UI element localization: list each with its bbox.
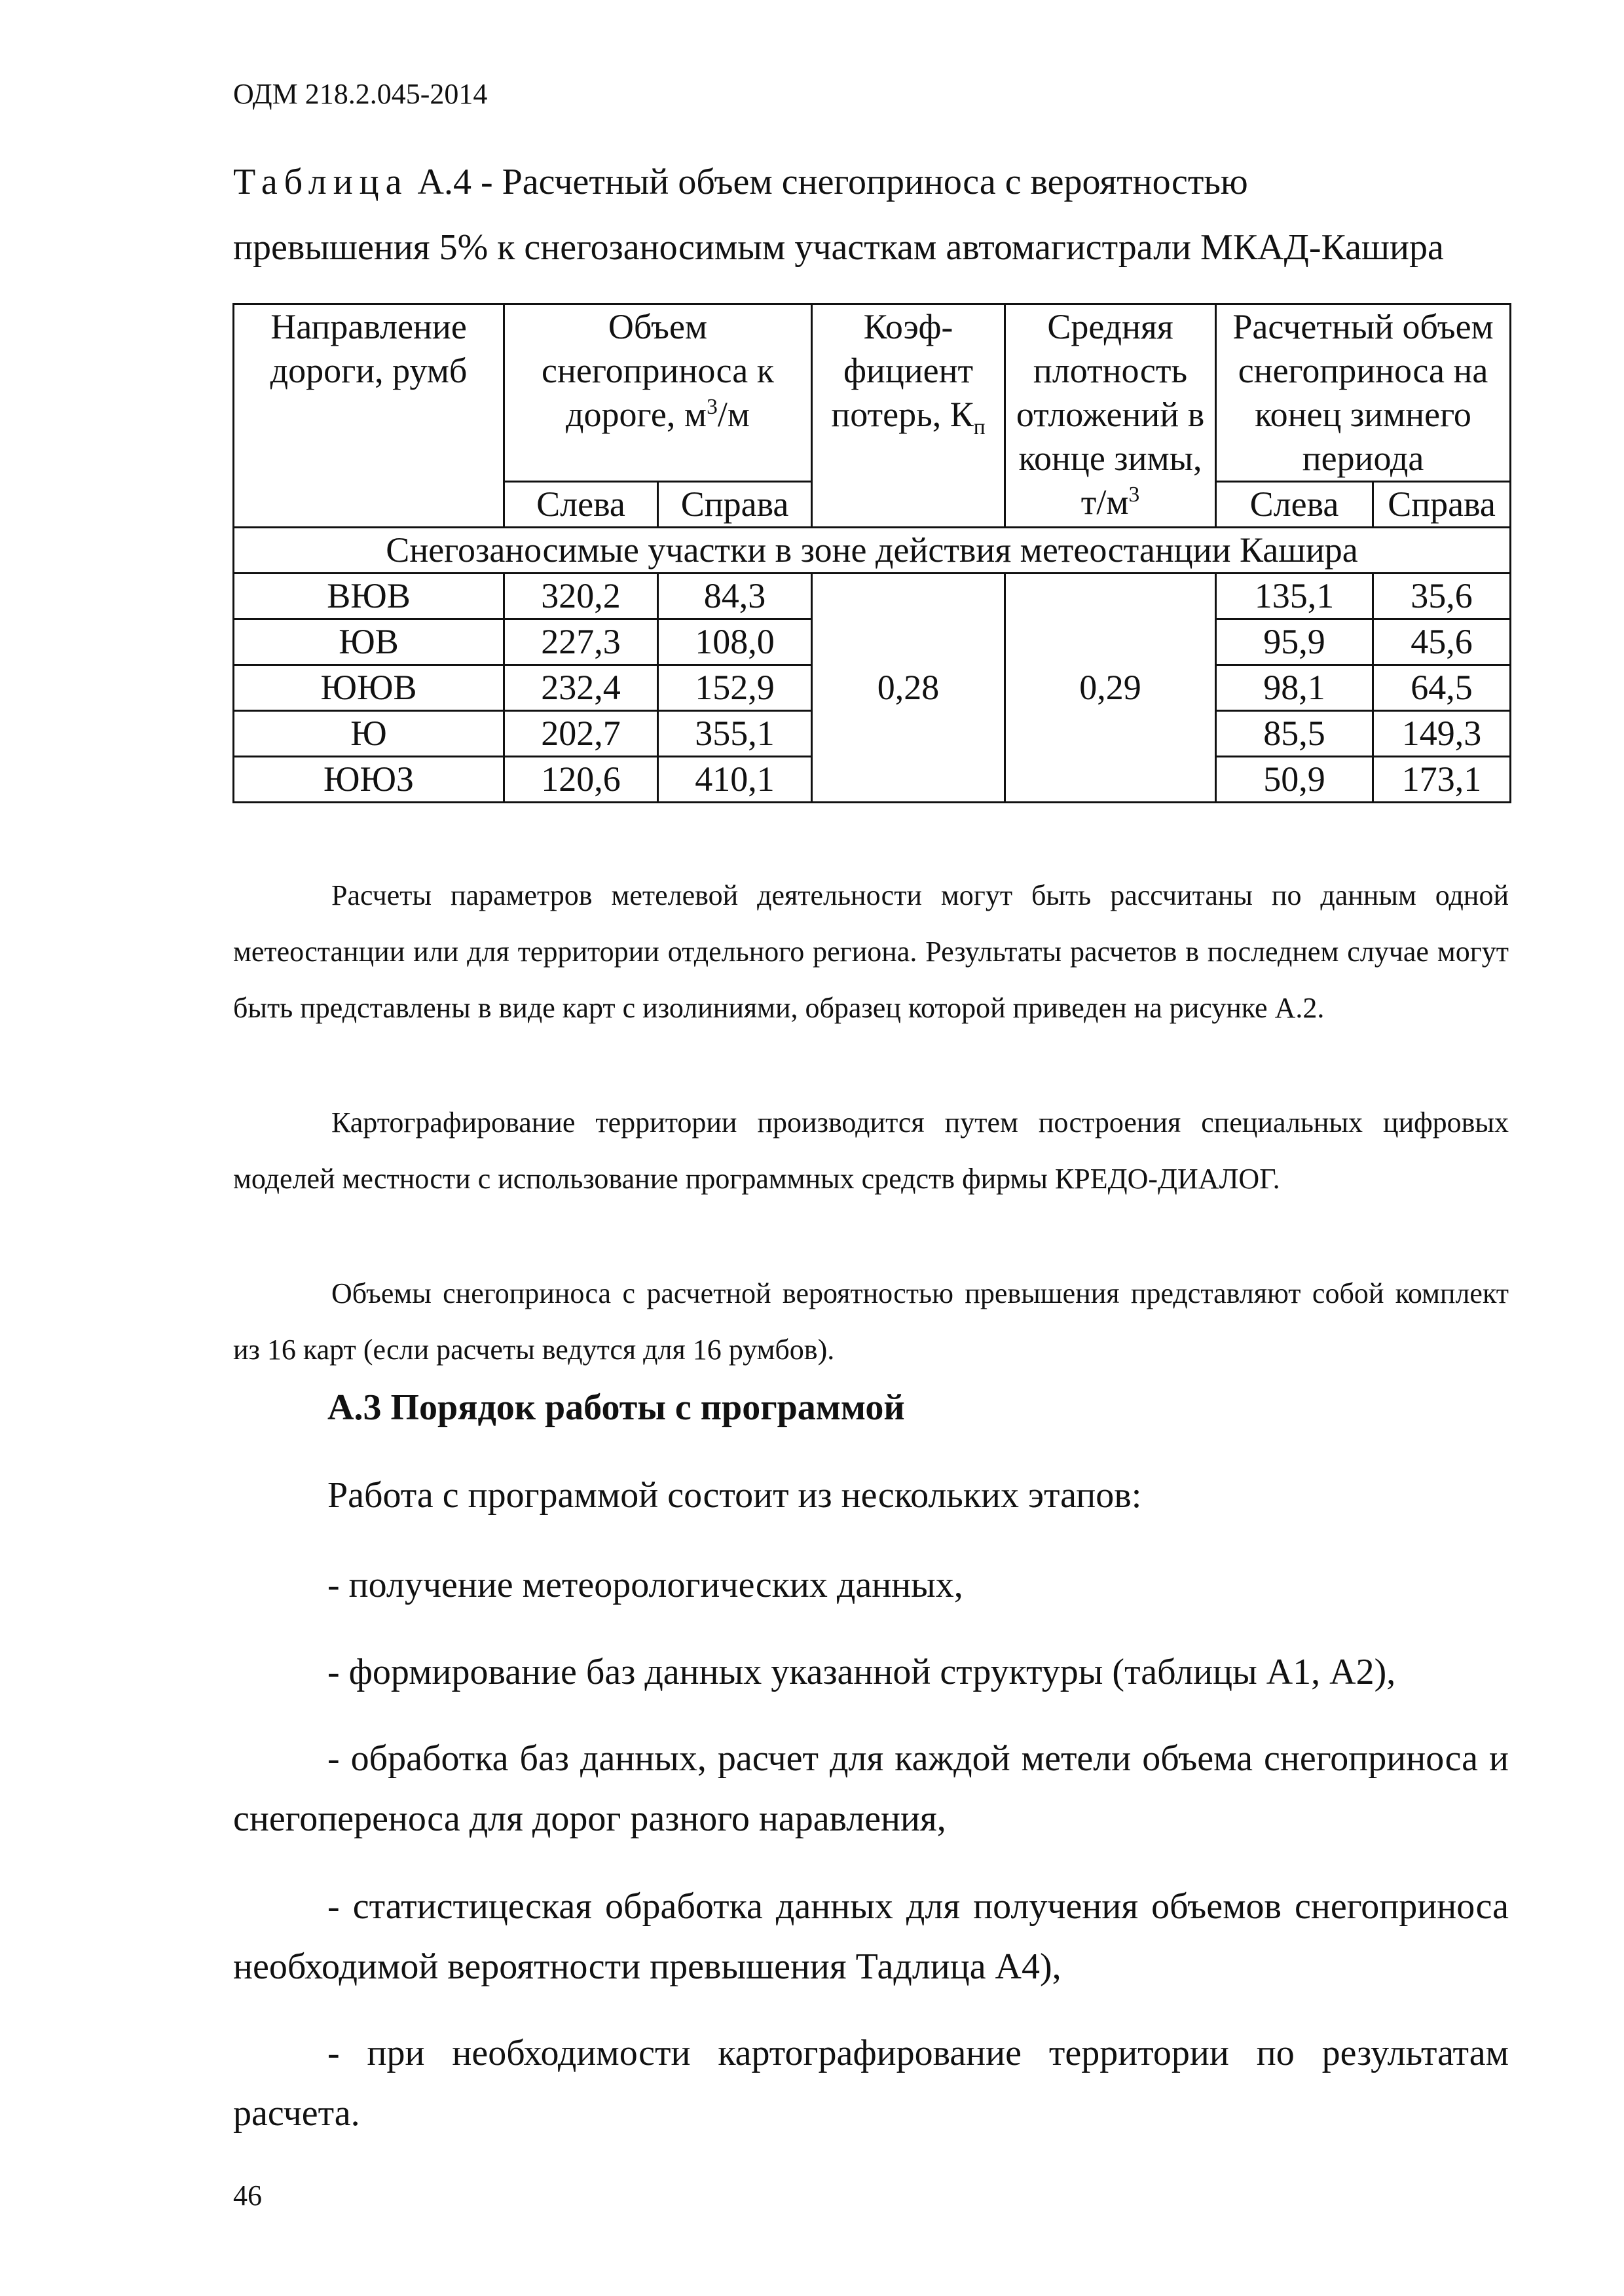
cell-direction: ВЮВ (234, 574, 504, 619)
document-code: ОДМ 218.2.045-2014 (233, 78, 488, 110)
paragraph-mapping: Картографирование территории производится путем построения специальных цифровых моделей местности с использование программных средств фирмы КРЕДО-ДИАЛОГ. (233, 1106, 1509, 1195)
cell-volume-left: 120,6 (504, 757, 658, 803)
cell-volume-left: 232,4 (504, 665, 658, 711)
cell-direction: Ю (234, 711, 504, 757)
cell-volume-left: 320,2 (504, 574, 658, 619)
list-item: - формирование баз данных указанной структуры (таблицы А1, А2), (327, 1652, 1396, 1692)
caption-label: Таблица (233, 162, 409, 202)
header-calculated-volume: Расчетный объем снегоприноса на конец зимнего периода (1216, 304, 1511, 482)
cell-direction: ЮВ (234, 619, 504, 665)
caption-text-line2: превышения 5% к снегозаносимым участкам автомагистрали МКАД-Кашира (233, 227, 1444, 268)
cell-calc-left: 85,5 (1216, 711, 1373, 757)
page-number: 46 (233, 2179, 262, 2212)
cell-calc-left: 95,9 (1216, 619, 1373, 665)
cell-direction: ЮЮВ (234, 665, 504, 711)
table-caption (233, 149, 1509, 280)
cell-calc-right: 64,5 (1373, 665, 1511, 711)
cell-calc-right: 149,3 (1373, 711, 1511, 757)
cell-volume-right: 84,3 (658, 574, 812, 619)
station-group-title: Снегозаносимые участки в зоне действия метеостанции Кашира (234, 528, 1511, 574)
cell-loss-coefficient: 0,28 (812, 574, 1005, 803)
header-volume-left: Слева (504, 482, 658, 528)
cell-calc-left: 98,1 (1216, 665, 1373, 711)
cell-volume-right: 355,1 (658, 711, 812, 757)
cell-calc-left: 135,1 (1216, 574, 1373, 619)
caption-text-line1: А.4 - Расчетный объем снегоприноса с вероятностью (417, 162, 1248, 202)
header-volume: Объем снегоприноса к дороге, $м^3/м$ (504, 304, 812, 482)
header-calc-right: Справа (1373, 482, 1511, 528)
list-item: - статистицеская обработка данных для получения объемов снегоприноса необходимой вероятности превышения Тадлица А4), (233, 1886, 1509, 1987)
cell-calc-right: 35,6 (1373, 574, 1511, 619)
section-heading: А.3 Порядок работы с программой (327, 1387, 905, 1428)
header-volume-right: Справа (658, 482, 812, 528)
list-item: - получение метеорологических данных, (327, 1565, 963, 1605)
cell-direction: ЮЮЗ (234, 757, 504, 803)
paragraph-map-set: Объемы снегоприноса с расчетной вероятностью превышения представляют собой комплект из 16 карт (если расчеты ведутся для 16 румбов). (233, 1277, 1509, 1366)
header-calc-left: Слева (1216, 482, 1373, 528)
cell-density: 0,29 (1005, 574, 1216, 803)
cell-volume-left: 227,3 (504, 619, 658, 665)
section-intro: Работа с программой состоит из нескольких этапов: (327, 1475, 1142, 1516)
cell-calc-left: 50,9 (1216, 757, 1373, 803)
header-direction: Направление дороги, румб (234, 304, 504, 528)
cell-volume-right: 108,0 (658, 619, 812, 665)
table-group-row (234, 528, 1511, 574)
cell-volume-right: 410,1 (658, 757, 812, 803)
cell-volume-right: 152,9 (658, 665, 812, 711)
cell-volume-left: 202,7 (504, 711, 658, 757)
list-item: - при необходимости картографирование территории по результатам расчета. (233, 2033, 1509, 2134)
snow-volume-table (232, 303, 1511, 803)
table-header-row (234, 304, 1511, 482)
header-density: Средняя плотность отложений в конце зимы, $т/м^3$ (1005, 304, 1216, 528)
cell-calc-right: 45,6 (1373, 619, 1511, 665)
cell-calc-right: 173,1 (1373, 757, 1511, 803)
paragraph-blizzard-calculation: Расчеты параметров метелевой деятельности могут быть рассчитаны по данным одной метеостанции или для территории отдельного региона. Результаты расчетов в последнем случае могут быть представлены в виде карт с изолиниями, образец которой приведен на рисунке А.2. (233, 879, 1509, 1024)
header-loss-coefficient: Коэф-фициент потерь, $К_п$ (812, 304, 1005, 528)
table-row (234, 574, 1511, 619)
list-item: - обработка баз данных, расчет для каждой метели объема снегоприноса и снегопереноса для дорог разного наравления, (233, 1738, 1509, 1839)
